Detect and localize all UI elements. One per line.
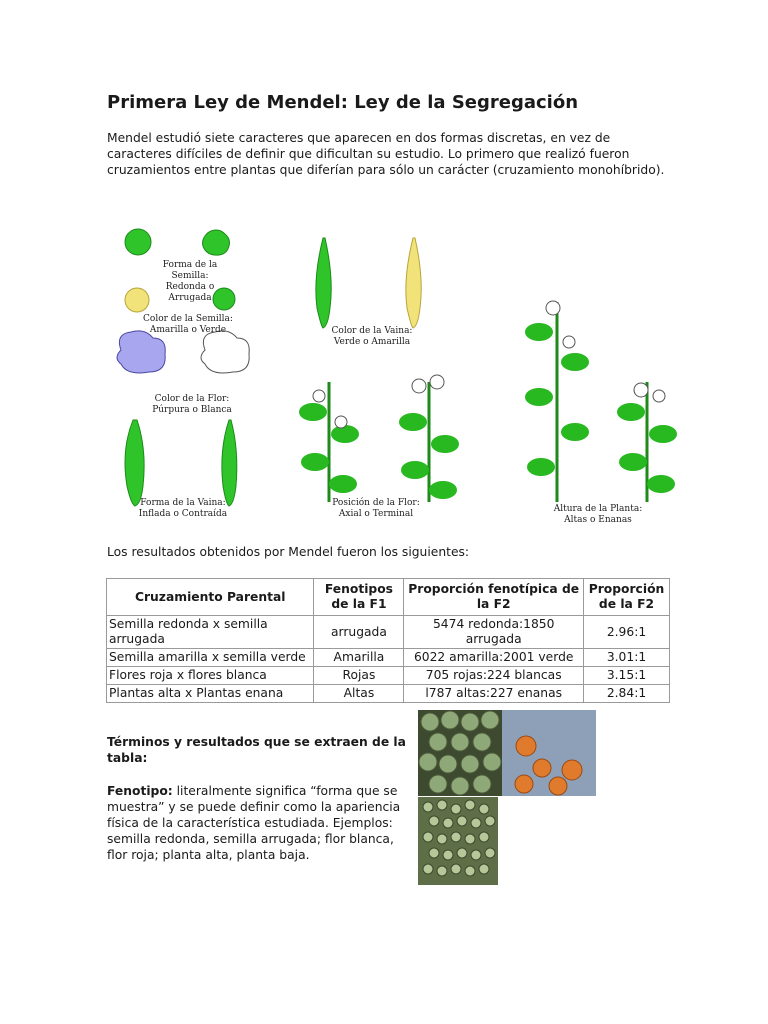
table-header-row bbox=[107, 579, 670, 616]
inflated-pod-icon bbox=[125, 420, 144, 506]
results-lead: Los resultados obtenidos por Mendel fueron los siguientes: bbox=[107, 545, 470, 559]
white-flower-icon bbox=[201, 331, 249, 373]
orange-seeds-photo bbox=[502, 710, 596, 796]
table-cell: Amarilla bbox=[314, 649, 404, 667]
table-row bbox=[107, 649, 670, 667]
table-cell: arrugada bbox=[314, 616, 404, 649]
phenotype-definition bbox=[107, 783, 413, 863]
mendel-traits-figure bbox=[107, 222, 697, 530]
phenotype-term: Fenotipo: bbox=[107, 784, 173, 798]
table-cell: Rojas bbox=[314, 667, 404, 685]
table-cell: Semilla redonda x semilla arrugada bbox=[107, 616, 314, 649]
table-row bbox=[107, 667, 670, 685]
table-cell: Semilla amarilla x semilla verde bbox=[107, 649, 314, 667]
caption-pod-shape: Forma de la Vaina: Inflada o Contraída bbox=[138, 498, 228, 519]
results-table bbox=[106, 578, 670, 703]
yellow-pod-icon bbox=[406, 238, 421, 328]
tall-plant-icon bbox=[525, 301, 589, 502]
table-cell: 2.84:1 bbox=[584, 685, 670, 703]
wrinkled-peas-photo bbox=[418, 797, 498, 885]
dwarf-plant-icon bbox=[617, 382, 677, 502]
table-row bbox=[107, 616, 670, 649]
purple-flower-icon bbox=[117, 331, 165, 373]
phenotype-text: literalmente significa “forma que se muestra” y se puede definir como la apariencia física de la característica estudiada. Ejemplos: semilla redonda, semilla arrugada; flor blanca, flor roja; planta alta, planta baja. bbox=[107, 784, 401, 862]
table-header-cell: Proporción de la F2 bbox=[584, 579, 670, 616]
table-cell: 3.01:1 bbox=[584, 649, 670, 667]
round-seed-icon bbox=[125, 229, 151, 255]
table-cell: Plantas alta x Plantas enana bbox=[107, 685, 314, 703]
caption-seed-color: Color de la Semilla: Amarilla o Verde bbox=[143, 314, 233, 335]
table-cell: 5474 redonda:1850 arrugada bbox=[404, 616, 584, 649]
table-header-cell: Proporción fenotípica de la F2 bbox=[404, 579, 584, 616]
green-peas-photo bbox=[418, 710, 502, 796]
table-row bbox=[107, 685, 670, 703]
caption-flower-color: Color de la Flor: Púrpura o Blanca bbox=[152, 394, 232, 415]
caption-flower-position: Posición de la Flor: Axial o Terminal bbox=[332, 498, 420, 519]
axial-flower-plant-icon bbox=[299, 382, 359, 502]
terms-heading: Términos y resultados que se extraen de la tabla: bbox=[107, 735, 406, 765]
table-header-cell: Cruzamiento Parental bbox=[107, 579, 314, 616]
table-cell: 6022 amarilla:2001 verde bbox=[404, 649, 584, 667]
caption-seed-shape: Forma de la Semilla: Redonda o Arrugada bbox=[162, 260, 218, 303]
table-cell: 3.15:1 bbox=[584, 667, 670, 685]
caption-pod-color: Color de la Vaina: Verde o Amarilla bbox=[331, 326, 413, 347]
table-cell: l787 altas:227 enanas bbox=[404, 685, 584, 703]
wrinkled-seed-icon bbox=[203, 230, 230, 255]
table-cell: Altas bbox=[314, 685, 404, 703]
table-header-cell: Fenotipos de la F1 bbox=[314, 579, 404, 616]
terminal-flower-plant-icon bbox=[399, 375, 459, 502]
table-cell: 2.96:1 bbox=[584, 616, 670, 649]
caption-plant-height: Altura de la Planta: Altas o Enanas bbox=[553, 504, 643, 525]
green-pod-icon bbox=[316, 238, 331, 328]
page-title: Primera Ley de Mendel: Ley de la Segregación bbox=[107, 92, 579, 113]
constricted-pod-icon bbox=[222, 420, 237, 506]
table-cell: Flores roja x flores blanca bbox=[107, 667, 314, 685]
intro-paragraph: Mendel estudió siete caracteres que aparecen en dos formas discretas, en vez de caracteres difíciles de definir que dificultan su estudio. Lo primero que realizó fueron cruzamientos entre plantas que diferían para sólo un carácter (cruzamiento monohíbrido). bbox=[107, 131, 665, 177]
table-cell: 705 rojas:224 blancas bbox=[404, 667, 584, 685]
